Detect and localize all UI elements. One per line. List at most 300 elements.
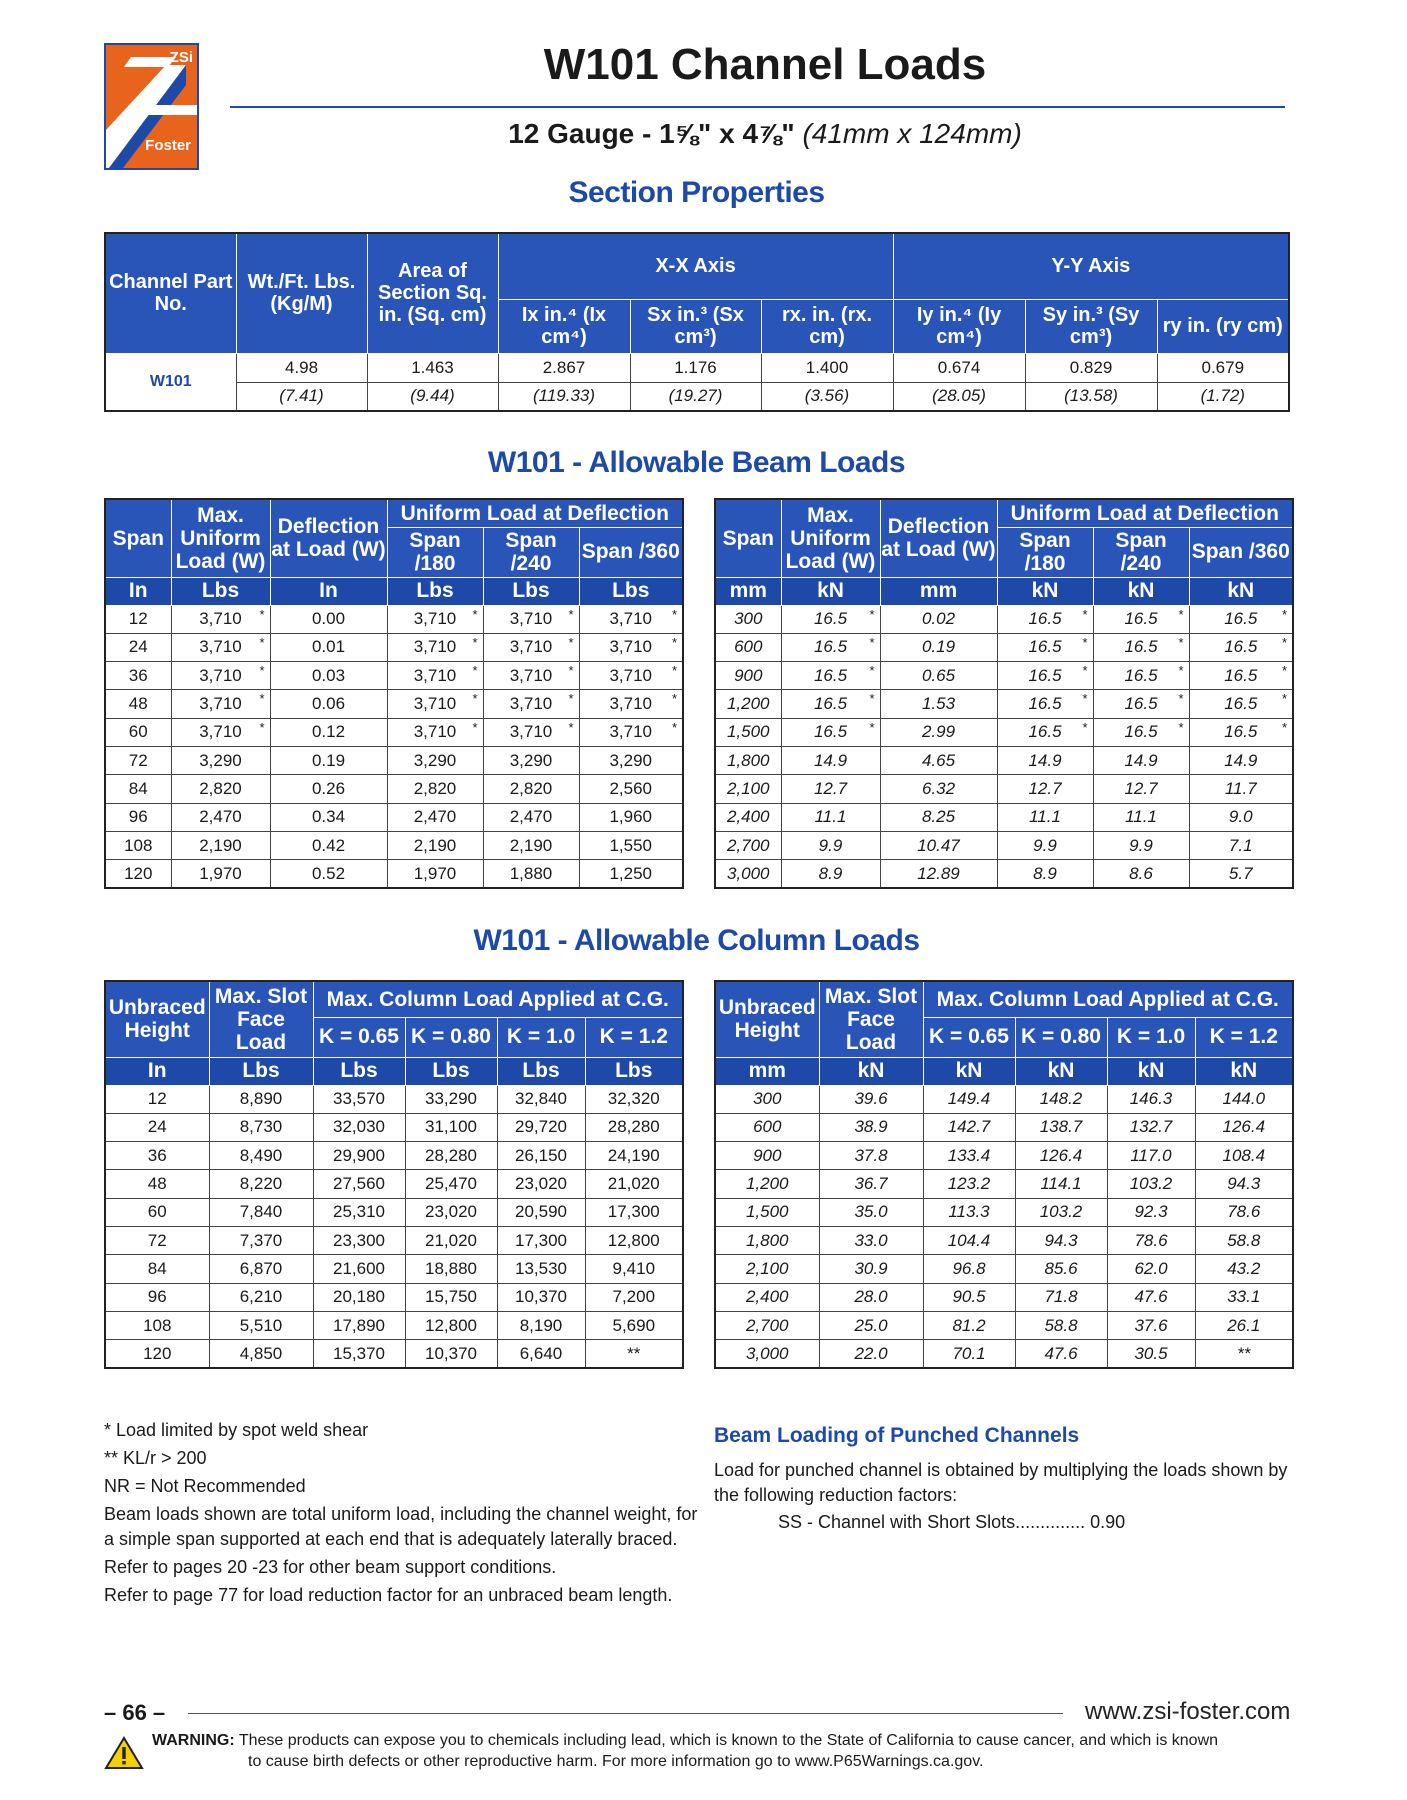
unit-label: Lbs: [209, 1057, 313, 1085]
table-cell: [405, 1255, 497, 1283]
table-cell: [209, 1113, 313, 1141]
cell-value: 35.0: [854, 1202, 888, 1222]
header-applied-cg: Max. Column Load Applied at C.G.: [923, 981, 1293, 1017]
cell-value: 0.34: [311, 807, 346, 827]
cell-value: 2.99: [921, 722, 956, 742]
cell-value: 3,710: [199, 637, 242, 657]
cell-value: 29,720: [515, 1117, 567, 1137]
table-row: [105, 803, 683, 831]
reduction-factor: [778, 1512, 1314, 1533]
cell-value: 2,190: [199, 835, 242, 855]
table-cell: [1195, 1283, 1293, 1311]
table-cell: [270, 633, 387, 661]
table-cell: [387, 860, 483, 889]
cell-value: 3,000: [726, 863, 770, 883]
cell-value: 1,970: [199, 863, 242, 883]
cell-value: 17,300: [515, 1230, 567, 1250]
table-cell: [387, 803, 483, 831]
cell-value: 16.5: [1124, 609, 1158, 629]
table-row: [715, 690, 1293, 718]
table-cell: [497, 1255, 585, 1283]
cell-value: 16.5: [1224, 609, 1258, 629]
table-row: [715, 662, 1293, 690]
table-cell: [715, 1142, 819, 1170]
table-cell: [781, 718, 880, 746]
table-cell: [585, 1311, 683, 1339]
table-cell: [923, 1113, 1015, 1141]
cell-value: 4.65: [921, 750, 956, 770]
cell-value: 600: [734, 637, 763, 657]
cell-value: 27,560: [333, 1174, 385, 1194]
table-row: [105, 860, 683, 889]
header-slot-face-load: Max. Slot Face Load: [819, 981, 923, 1057]
table-cell: [1195, 1340, 1293, 1369]
table-cell: [997, 831, 1093, 859]
table-cell: [585, 1283, 683, 1311]
cell-value: 11.1: [814, 807, 847, 827]
weld-limit-mark: *: [472, 719, 478, 735]
cell-value: 22.0: [854, 1343, 888, 1363]
table-cell: [715, 746, 781, 774]
cell-value: 3,710: [509, 722, 553, 742]
cell-value: 113.3: [948, 1202, 990, 1222]
cell-value: 18,880: [425, 1258, 477, 1278]
table-cell: [209, 1283, 313, 1311]
table-cell: [313, 1340, 405, 1369]
cell-value: 84: [128, 778, 148, 798]
header-yy-axis: Y-Y Axis: [893, 233, 1289, 299]
table-cell: [715, 775, 781, 803]
table-cell: [781, 775, 880, 803]
header-max-uniform: Max. Uniform Load (W): [781, 499, 880, 577]
cell-value: 2,560: [609, 778, 653, 798]
table-cell: [405, 1198, 497, 1226]
cell-value: 3,710: [413, 694, 457, 714]
weld-limit-mark: *: [1178, 663, 1184, 679]
table-row: [715, 1113, 1293, 1141]
table-row: [105, 1311, 683, 1339]
cell-value: 3,710: [509, 694, 553, 714]
header-uniform-load: Uniform Load at Deflection: [997, 499, 1293, 527]
cell-value: 94.3: [1044, 1230, 1078, 1250]
table-row: [715, 860, 1293, 889]
table-cell: [1015, 1113, 1107, 1141]
cell-value: 24,190: [607, 1145, 660, 1165]
table-row: [715, 1226, 1293, 1254]
cell-value: 11.1: [1125, 807, 1157, 827]
table-cell: [105, 1226, 209, 1254]
cell-value: **: [1237, 1343, 1251, 1363]
table-cell: [1189, 746, 1293, 774]
header-uniform-load: Uniform Load at Deflection: [387, 499, 683, 527]
header-sy: Sy in.³ (Sy cm³): [1025, 299, 1157, 353]
table-cell: [1093, 633, 1189, 661]
table-cell: [819, 1170, 923, 1198]
table-cell: [819, 1198, 923, 1226]
warning-line1: These products can expose you to chemicals including lead, which is known to the State of California to cause cancer, and which is known: [238, 1732, 1219, 1749]
weld-limit-mark: *: [259, 634, 265, 650]
table-cell: [483, 803, 579, 831]
table-cell: [405, 1113, 497, 1141]
section-value: 1.400: [761, 353, 893, 382]
table-cell: [105, 803, 171, 831]
cell-value: 60: [147, 1202, 167, 1222]
table-row: [715, 1170, 1293, 1198]
cell-value: 2,700: [726, 835, 770, 855]
table-cell: [997, 662, 1093, 690]
cell-value: 138.7: [1039, 1117, 1083, 1137]
cell-value: 0.12: [311, 722, 346, 742]
unit-label: kN: [1189, 577, 1293, 605]
table-cell: [405, 1311, 497, 1339]
table-cell: [819, 1085, 923, 1113]
cell-value: 3,290: [609, 750, 653, 770]
cell-value: 7,200: [612, 1287, 656, 1307]
weld-limit-mark: *: [568, 663, 574, 679]
table-cell: [105, 1340, 209, 1369]
cell-value: 8.6: [1129, 863, 1153, 883]
table-cell: [105, 633, 171, 661]
table-cell: [1015, 1283, 1107, 1311]
header-slot-face-load: Max. Slot Face Load: [209, 981, 313, 1057]
section-value-metric: (1.72): [1157, 382, 1289, 411]
cell-value: 16.5: [1028, 694, 1062, 714]
cell-value: 16.5: [1224, 694, 1258, 714]
cell-value: 0.26: [311, 778, 346, 798]
cell-value: 24: [147, 1117, 167, 1137]
table-cell: [880, 803, 997, 831]
cell-value: 17,300: [607, 1202, 660, 1222]
cell-value: 14.9: [1224, 750, 1258, 770]
page-subtitle: [240, 118, 1290, 150]
table-cell: [497, 1283, 585, 1311]
cell-value: 148.2: [1039, 1089, 1083, 1109]
table-row: [105, 605, 683, 633]
factor-leader-dots: ..............: [1015, 1512, 1086, 1532]
cell-value: 28.0: [854, 1287, 888, 1307]
cell-value: 33.1: [1227, 1287, 1261, 1307]
table-cell: [483, 662, 579, 690]
section-value-metric: (9.44): [367, 382, 498, 411]
table-cell: [105, 1255, 209, 1283]
weld-limit-mark: *: [472, 663, 478, 679]
cell-value: 103.2: [1039, 1202, 1083, 1222]
cell-value: 92.3: [1134, 1202, 1168, 1222]
table-cell: [715, 1113, 819, 1141]
unit-label: kN: [819, 1057, 923, 1085]
table-cell: [880, 775, 997, 803]
cell-value: 3,290: [199, 750, 242, 770]
table-cell: [483, 775, 579, 803]
table-cell: [105, 1283, 209, 1311]
table-cell: [1015, 1311, 1107, 1339]
table-cell: [715, 1283, 819, 1311]
cell-value: 0.65: [921, 665, 956, 685]
table-cell: [997, 746, 1093, 774]
table-cell: [497, 1311, 585, 1339]
section-value-metric: (119.33): [498, 382, 630, 411]
table-cell: [1189, 803, 1293, 831]
weld-limit-mark: *: [671, 663, 677, 679]
table-row: [715, 746, 1293, 774]
table-cell: [1195, 1170, 1293, 1198]
cell-value: 300: [753, 1089, 782, 1109]
weld-limit-mark: *: [1082, 719, 1088, 735]
page-title: W101 Channel Loads: [543, 40, 987, 89]
table-cell: [1189, 633, 1293, 661]
cell-value: 12.7: [813, 778, 848, 798]
table-cell: [819, 1255, 923, 1283]
cell-value: 81.2: [952, 1315, 986, 1335]
cell-value: 17,890: [333, 1315, 385, 1335]
cell-value: 26.1: [1227, 1315, 1261, 1335]
table-cell: [715, 1340, 819, 1369]
cell-value: 62.0: [1134, 1258, 1168, 1278]
table-cell: [483, 633, 579, 661]
cell-value: 24: [128, 637, 148, 657]
punched-text: Load for punched channel is obtained by multiplying the loads shown by the following reduction factors:: [714, 1460, 1288, 1505]
cell-value: 32,840: [515, 1089, 567, 1109]
unit-label: mm: [715, 577, 781, 605]
website-link[interactable]: www.zsi-foster.com: [1085, 1698, 1291, 1725]
cell-value: 9.9: [1033, 835, 1057, 855]
cell-value: 114.1: [1040, 1174, 1082, 1194]
cell-value: 3,710: [413, 609, 457, 629]
cell-value: 0.52: [311, 863, 346, 883]
unit-label: Lbs: [585, 1057, 683, 1085]
table-cell: [387, 746, 483, 774]
cell-value: 96: [147, 1287, 167, 1307]
table-row: [715, 633, 1293, 661]
table-cell: [1093, 831, 1189, 859]
table-cell: [585, 1255, 683, 1283]
table-cell: [497, 1113, 585, 1141]
cell-value: 16.5: [1224, 665, 1258, 685]
warning-lead: WARNING:: [152, 1732, 235, 1749]
cell-value: 108: [124, 835, 153, 855]
table-cell: [1189, 605, 1293, 633]
cell-value: 0.19: [311, 750, 346, 770]
cell-value: 37.6: [1134, 1315, 1168, 1335]
table-cell: [923, 1142, 1015, 1170]
table-cell: [579, 633, 683, 661]
cell-value: 48: [128, 694, 148, 714]
cell-value: 12: [147, 1089, 167, 1109]
cell-value: 0.02: [921, 609, 956, 629]
cell-value: 9.9: [1129, 835, 1153, 855]
cell-value: 29,900: [333, 1145, 385, 1165]
table-cell: [105, 1198, 209, 1226]
cell-value: 1,500: [726, 722, 770, 742]
cell-value: 300: [734, 609, 763, 629]
table-cell: [880, 831, 997, 859]
table-row: [715, 1085, 1293, 1113]
table-row: [715, 718, 1293, 746]
table-row: [105, 775, 683, 803]
table-cell: [579, 718, 683, 746]
weld-limit-mark: *: [671, 719, 677, 735]
table-cell: [171, 831, 270, 859]
table-cell: [715, 662, 781, 690]
table-cell: [171, 633, 270, 661]
cell-value: 3,710: [609, 637, 653, 657]
table-cell: [781, 605, 880, 633]
cell-value: 142.7: [947, 1117, 991, 1137]
table-cell: [1093, 746, 1189, 774]
table-cell: [209, 1085, 313, 1113]
cell-value: 11.1: [1029, 807, 1061, 827]
cell-value: 14.9: [1124, 750, 1158, 770]
cell-value: 21,020: [607, 1174, 660, 1194]
factor-label: SS - Channel with Short Slots: [778, 1512, 1016, 1532]
cell-value: 94.3: [1227, 1174, 1261, 1194]
table-cell: [1015, 1255, 1107, 1283]
table-cell: [1107, 1198, 1195, 1226]
header-deflection: Deflection at Load (W): [270, 499, 387, 577]
table-cell: [1195, 1311, 1293, 1339]
table-cell: [497, 1198, 585, 1226]
table-cell: [880, 746, 997, 774]
unit-label: Lbs: [171, 577, 270, 605]
cell-value: 96.8: [952, 1258, 986, 1278]
table-cell: [1093, 803, 1189, 831]
table-cell: [819, 1340, 923, 1369]
header-ry: ry in. (ry cm): [1157, 299, 1289, 353]
header-k10: K = 1.0: [1107, 1017, 1195, 1057]
table-cell: [1195, 1142, 1293, 1170]
cell-value: 8.25: [921, 807, 956, 827]
header-k12: K = 1.2: [1195, 1017, 1293, 1057]
cell-value: 149.4: [947, 1089, 991, 1109]
unit-label: In: [270, 577, 387, 605]
table-cell: [880, 605, 997, 633]
cell-value: 96: [128, 807, 148, 827]
cell-value: 120: [124, 863, 153, 883]
cell-value: 32,320: [607, 1089, 660, 1109]
table-cell: [880, 718, 997, 746]
cell-value: 48: [147, 1174, 167, 1194]
table-cell: [781, 746, 880, 774]
cell-value: 16.5: [1224, 637, 1258, 657]
table-cell: [171, 746, 270, 774]
table-row: [715, 831, 1293, 859]
header-k065: K = 0.65: [923, 1017, 1015, 1057]
table-cell: [171, 605, 270, 633]
cell-value: 1,550: [609, 835, 653, 855]
table-cell: [313, 1226, 405, 1254]
cell-value: 1,970: [413, 863, 457, 883]
cell-value: 16.5: [1124, 722, 1158, 742]
header-applied-cg: Max. Column Load Applied at C.G.: [313, 981, 683, 1017]
cell-value: 3,710: [609, 665, 653, 685]
header-sx: Sx in.³ (Sx cm³): [630, 299, 761, 353]
weld-limit-mark: *: [1178, 691, 1184, 707]
cell-value: 2,470: [199, 807, 242, 827]
cell-value: 16.5: [813, 637, 848, 657]
factor-value: 0.90: [1090, 1512, 1126, 1532]
table-cell: [585, 1113, 683, 1141]
cell-value: 900: [753, 1145, 782, 1165]
unit-label: kN: [1015, 1057, 1107, 1085]
unit-label: kN: [997, 577, 1093, 605]
cell-value: 14.9: [1028, 750, 1062, 770]
table-cell: [1195, 1198, 1293, 1226]
cell-value: 126.4: [1222, 1117, 1266, 1137]
cell-value: 10.47: [917, 835, 960, 855]
table-cell: [579, 860, 683, 889]
cell-value: 0.42: [311, 835, 346, 855]
table-row: [105, 1283, 683, 1311]
p65-warning: [104, 1730, 1304, 1772]
table-cell: [387, 690, 483, 718]
table-cell: [715, 633, 781, 661]
cell-value: 16.5: [1124, 665, 1158, 685]
header-k080: K = 0.80: [405, 1017, 497, 1057]
table-cell: [781, 662, 880, 690]
cell-value: 600: [753, 1117, 782, 1137]
table-cell: [270, 831, 387, 859]
table-cell: [1015, 1170, 1107, 1198]
column-loads-table-imperial: [104, 980, 684, 1369]
cell-value: 16.5: [813, 665, 848, 685]
section-value-metric: (28.05): [893, 382, 1025, 411]
cell-value: 85.6: [1044, 1258, 1078, 1278]
table-cell: [497, 1170, 585, 1198]
table-cell: [313, 1170, 405, 1198]
table-cell: [715, 803, 781, 831]
table-row: [715, 1340, 1293, 1369]
table-cell: [1093, 775, 1189, 803]
table-cell: [781, 633, 880, 661]
cell-value: 21,020: [425, 1230, 477, 1250]
table-cell: [105, 1142, 209, 1170]
unit-label: Lbs: [313, 1057, 405, 1085]
cell-value: 8,220: [239, 1174, 283, 1194]
cell-value: 9,410: [612, 1258, 656, 1278]
table-cell: [171, 775, 270, 803]
cell-value: 108.4: [1222, 1145, 1266, 1165]
table-cell: [1107, 1170, 1195, 1198]
cell-value: 1.53: [921, 694, 956, 714]
cell-value: 16.5: [1028, 609, 1062, 629]
weld-limit-mark: *: [472, 634, 478, 650]
cell-value: 16.5: [1124, 637, 1158, 657]
table-cell: [483, 831, 579, 859]
weld-limit-mark: *: [1082, 663, 1088, 679]
cell-value: 3,710: [509, 609, 553, 629]
cell-value: 8,490: [239, 1145, 283, 1165]
table-cell: [483, 605, 579, 633]
note-klr: ** KL/r > 200: [104, 1448, 207, 1468]
cell-value: 2,700: [745, 1315, 789, 1335]
header-span-240: Span /240: [483, 527, 579, 577]
weld-limit-mark: *: [1178, 719, 1184, 735]
cell-value: 3,710: [509, 637, 553, 657]
cell-value: 117.0: [1130, 1145, 1172, 1165]
table-cell: [313, 1283, 405, 1311]
table-cell: [405, 1170, 497, 1198]
table-row: [715, 775, 1293, 803]
table-cell: [923, 1340, 1015, 1369]
cell-value: 12,800: [607, 1230, 660, 1250]
table-cell: [585, 1226, 683, 1254]
cell-value: 0.06: [311, 694, 346, 714]
table-cell: [270, 690, 387, 718]
cell-value: 16.5: [1028, 722, 1062, 742]
note-refer-pages: Refer to pages 20 -23 for other beam support conditions.: [104, 1557, 557, 1577]
table-cell: [105, 860, 171, 889]
table-cell: [387, 831, 483, 859]
